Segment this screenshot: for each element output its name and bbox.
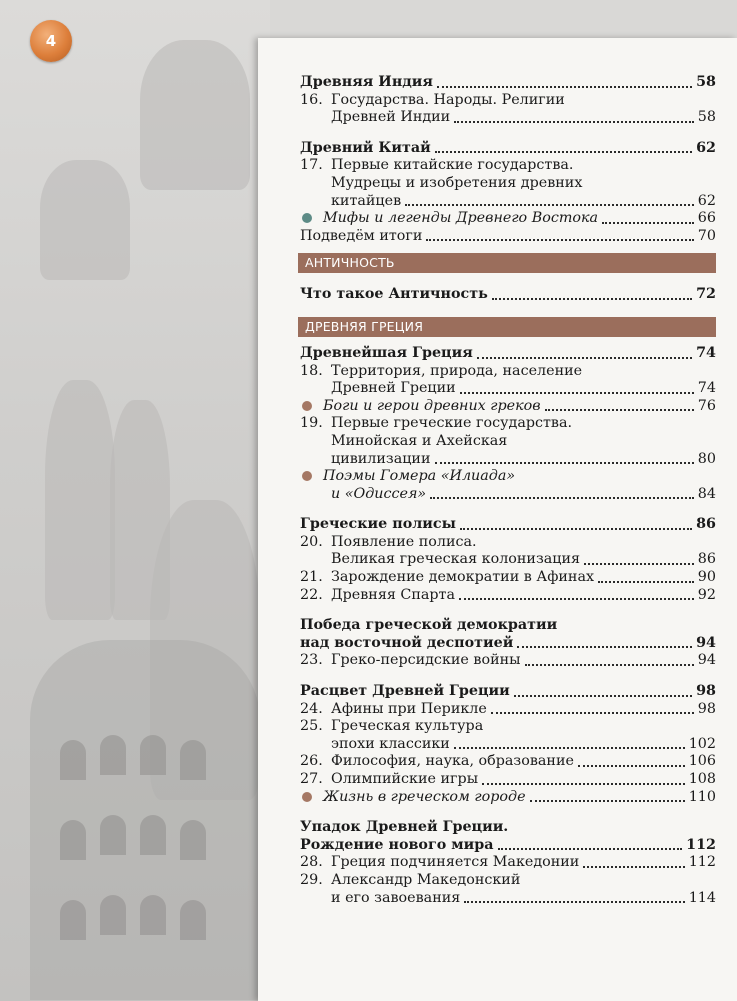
spacer <box>300 273 716 286</box>
entry-number: 18. <box>300 362 323 379</box>
entry-number: 17. <box>300 157 323 174</box>
entry-text: и его завоевания <box>331 889 461 906</box>
entry-text: Великая греческая колонизация <box>331 551 581 568</box>
entry-text: Афины при Перикле <box>331 700 487 717</box>
page-ref: 112 <box>686 836 716 853</box>
entry-text: Древний Китай <box>300 139 431 156</box>
toc-row <box>300 569 716 587</box>
toc-row <box>300 210 716 228</box>
entry-title <box>300 109 450 127</box>
toc-entry <box>300 753 716 771</box>
dot-leader <box>460 391 694 394</box>
dot-leader <box>435 150 692 153</box>
entry-text: Жизнь в греческом городе <box>323 788 526 805</box>
entry-text: Появление полиса. <box>331 533 477 550</box>
toc-entry <box>300 683 716 701</box>
toc-entry <box>300 587 716 605</box>
toc-entry <box>300 789 716 807</box>
dot-leader <box>405 203 694 206</box>
dot-leader <box>530 799 685 802</box>
entry-title <box>300 433 507 449</box>
toc-row <box>300 551 716 569</box>
dot-leader <box>464 900 684 903</box>
entry-title <box>300 551 580 569</box>
dot-leader <box>498 847 683 850</box>
page-ref: 74 <box>697 380 716 397</box>
toc-row <box>300 380 716 398</box>
entry-number: 29. <box>300 871 323 888</box>
entry-title <box>300 345 473 363</box>
entry-title <box>300 718 483 734</box>
page-ref: 76 <box>697 397 716 414</box>
toc-entry <box>300 398 716 416</box>
entry-title <box>300 516 456 534</box>
toc-row <box>300 193 716 211</box>
entry-title <box>300 753 574 771</box>
dot-leader <box>598 580 694 583</box>
page-ref: 92 <box>697 586 716 603</box>
dot-leader <box>477 356 692 359</box>
toc-row <box>300 286 716 304</box>
toc-row <box>300 652 716 670</box>
spacer <box>300 127 716 140</box>
entry-title <box>300 228 422 246</box>
dot-leader <box>454 746 685 749</box>
dot-leader <box>459 597 694 600</box>
entry-text: Древней Греции <box>331 380 456 397</box>
entry-title <box>300 701 487 719</box>
entry-text: Боги и герои древних греков <box>323 397 541 414</box>
entry-text: Минойская и Ахейская <box>331 432 508 449</box>
entry-title <box>300 380 456 398</box>
entry-number: 19. <box>300 415 323 432</box>
entry-title <box>300 736 450 754</box>
dot-leader <box>437 85 692 88</box>
entry-title <box>300 398 541 416</box>
spacer <box>300 503 716 516</box>
page-ref: 102 <box>688 735 716 752</box>
dot-leader <box>525 663 694 666</box>
entry-text: Первые китайские государства. <box>331 157 574 174</box>
spacer <box>300 670 716 683</box>
toc-row <box>300 837 716 855</box>
page-ref: 70 <box>697 227 716 244</box>
toc-line <box>300 92 716 110</box>
toc-entry <box>300 92 716 127</box>
entry-title <box>300 819 508 835</box>
toc-line <box>300 617 716 635</box>
entry-text: цивилизации <box>331 450 431 467</box>
entry-title <box>300 837 494 855</box>
toc-row <box>300 771 716 789</box>
dot-leader <box>482 782 685 785</box>
toc-row <box>300 516 716 534</box>
page-ref: 94 <box>697 652 716 669</box>
toc-entry <box>300 652 716 670</box>
toc-entry <box>300 819 716 854</box>
toc-line <box>300 468 716 486</box>
toc-entry <box>300 157 716 210</box>
page-ref: 84 <box>697 485 716 502</box>
toc-entry <box>300 363 716 398</box>
toc-entry <box>300 701 716 719</box>
entry-text: Мудрецы и изобретения древних <box>331 174 583 191</box>
page-ref: 86 <box>696 516 716 533</box>
entry-number: 24. <box>300 700 323 717</box>
entry-title <box>300 92 565 108</box>
entry-title <box>300 140 431 158</box>
entry-number: 26. <box>300 753 323 770</box>
page-ref: 94 <box>696 634 716 651</box>
dot-leader <box>602 221 694 224</box>
page-ref: 114 <box>688 889 716 906</box>
page-ref: 86 <box>697 551 716 568</box>
entry-text: Александр Македонский <box>331 871 521 888</box>
entry-text: Греко-персидские войны <box>331 652 521 669</box>
entry-title <box>300 789 526 807</box>
page-ref: 98 <box>697 700 716 717</box>
entry-text: Государства. Народы. Религии <box>331 91 565 108</box>
toc-entry <box>300 569 716 587</box>
dot-leader <box>426 238 693 241</box>
entry-title <box>300 534 477 550</box>
entry-number: 20. <box>300 533 323 550</box>
toc-row <box>300 789 716 807</box>
entry-title <box>300 415 572 431</box>
toc-entry <box>300 468 716 503</box>
spacer <box>300 806 716 819</box>
toc-entry <box>300 534 716 569</box>
page-ref: 74 <box>696 344 716 361</box>
page-ref: 108 <box>688 771 716 787</box>
toc-row <box>300 587 716 605</box>
entry-title <box>300 451 431 469</box>
toc-row <box>300 74 716 92</box>
dot-leader <box>460 527 692 530</box>
entry-text: Подведём итоги <box>300 227 423 244</box>
toc-line <box>300 534 716 552</box>
bullet-icon <box>302 471 312 481</box>
entry-number: 22. <box>300 586 323 603</box>
entry-text: Зарождение демократии в Афинах <box>331 569 595 586</box>
section-band: ДРЕВНЯЯ ГРЕЦИЯ <box>298 317 716 337</box>
spacer <box>300 304 716 317</box>
toc-entry <box>300 718 716 753</box>
page-ref: 62 <box>697 192 716 209</box>
dot-leader <box>545 408 694 411</box>
toc-line <box>300 363 716 381</box>
entry-text: Греция подчиняется Македонии <box>331 854 580 871</box>
entry-title <box>300 635 513 653</box>
entry-title <box>300 468 515 484</box>
entry-number: 27. <box>300 771 323 787</box>
entry-text: Упадок Древней Греции. <box>300 819 509 836</box>
page-ref: 112 <box>688 854 716 871</box>
entry-title <box>300 617 557 633</box>
bullet-icon <box>302 401 312 411</box>
entry-number: 28. <box>300 854 323 871</box>
toc-line <box>300 872 716 890</box>
entry-title <box>300 587 455 605</box>
toc-row <box>300 109 716 127</box>
toc-row <box>300 345 716 363</box>
page-ref: 66 <box>697 210 716 227</box>
bullet-icon <box>302 792 312 802</box>
toc-line <box>300 175 716 193</box>
bullet-icon <box>302 213 312 223</box>
toc-entry <box>300 345 716 363</box>
toc-row <box>300 140 716 158</box>
toc-line <box>300 819 716 837</box>
dot-leader <box>435 461 694 464</box>
entry-text: и «Одиссея» <box>331 485 427 502</box>
toc-entry <box>300 286 716 304</box>
entry-title <box>300 286 488 304</box>
toc-line <box>300 415 716 433</box>
page-number-badge: 4 <box>30 20 72 62</box>
entry-number: 16. <box>300 91 323 108</box>
entry-text: эпохи классики <box>331 735 450 752</box>
entry-number: 23. <box>300 652 323 669</box>
entry-title <box>300 157 573 173</box>
entry-text: Древней Индии <box>331 109 451 126</box>
entry-text: китайцев <box>331 192 402 209</box>
dot-leader <box>514 694 692 697</box>
dot-leader <box>492 297 692 300</box>
entry-text: Первые греческие государства. <box>331 415 573 432</box>
toc-row <box>300 635 716 653</box>
toc-entry <box>300 854 716 872</box>
toc-entry <box>300 74 716 92</box>
section-band: АНТИЧНОСТЬ <box>298 253 716 273</box>
table-of-contents <box>258 38 737 1001</box>
toc-row <box>300 451 716 469</box>
toc-row <box>300 486 716 504</box>
spacer <box>300 337 716 345</box>
toc-entry <box>300 140 716 158</box>
entry-text: Греческая культура <box>331 718 484 735</box>
entry-text: Мифы и легенды Древнего Востока <box>323 210 599 227</box>
toc-row <box>300 683 716 701</box>
dot-leader <box>517 645 692 648</box>
page-ref: 58 <box>697 109 716 126</box>
entry-title <box>300 210 598 228</box>
toc-row <box>300 854 716 872</box>
dot-leader <box>583 865 684 868</box>
entry-text: Древнейшая Греция <box>300 344 473 361</box>
entry-text: Победа греческой демократии <box>300 617 558 634</box>
entry-text: Олимпийские игры <box>331 771 479 787</box>
entry-title <box>300 771 478 789</box>
entry-text: Греческие полисы <box>300 516 456 533</box>
page-ref: 106 <box>688 753 716 770</box>
entry-text: Поэмы Гомера «Илиада» <box>323 468 516 485</box>
toc-entry <box>300 516 716 534</box>
entry-text: Древняя Спарта <box>331 586 455 603</box>
toc-row <box>300 736 716 754</box>
toc-entry <box>300 415 716 468</box>
page-ref: 62 <box>696 139 716 156</box>
dot-leader <box>578 764 685 767</box>
toc-entry <box>300 771 716 789</box>
entry-text: Рождение нового мира <box>300 836 494 853</box>
page-ref: 98 <box>696 683 716 700</box>
entry-title <box>300 363 582 379</box>
page-ref: 90 <box>697 569 716 586</box>
entry-text: Философия, наука, образование <box>331 753 574 770</box>
toc-list <box>300 74 716 907</box>
dot-leader <box>584 562 694 565</box>
toc-entry <box>300 210 716 228</box>
entry-number: 21. <box>300 569 323 586</box>
entry-title <box>300 175 582 191</box>
entry-title <box>300 569 594 587</box>
toc-line <box>300 433 716 451</box>
toc-line <box>300 157 716 175</box>
entry-number: 25. <box>300 718 323 735</box>
toc-row <box>300 701 716 719</box>
entry-text: над восточной деспотией <box>300 634 514 651</box>
toc-row <box>300 228 716 246</box>
toc-row <box>300 753 716 771</box>
entry-title <box>300 486 426 504</box>
decorative-artwork <box>0 0 270 1001</box>
toc-entry <box>300 872 716 907</box>
spacer <box>300 604 716 617</box>
entry-title <box>300 683 510 701</box>
page-ref: 110 <box>688 788 716 805</box>
dot-leader <box>454 120 694 123</box>
page-ref: 58 <box>696 74 716 90</box>
entry-title <box>300 74 433 92</box>
entry-title <box>300 193 401 211</box>
entry-title <box>300 872 520 888</box>
page-ref: 80 <box>697 450 716 467</box>
toc-row <box>300 398 716 416</box>
page-ref: 72 <box>696 286 716 303</box>
toc-entry <box>300 617 716 652</box>
entry-title <box>300 854 579 872</box>
toc-entry <box>300 228 716 246</box>
toc-line <box>300 718 716 736</box>
toc-row <box>300 890 716 908</box>
entry-text: Что такое Античность <box>300 286 488 303</box>
spacer <box>300 245 716 253</box>
dot-leader <box>491 711 694 714</box>
entry-text: Древняя Индия <box>300 74 433 90</box>
entry-text: Территория, природа, население <box>331 362 583 379</box>
entry-text: Расцвет Древней Греции <box>300 683 510 700</box>
entry-title <box>300 890 460 908</box>
dot-leader <box>430 496 694 499</box>
entry-title <box>300 652 521 670</box>
